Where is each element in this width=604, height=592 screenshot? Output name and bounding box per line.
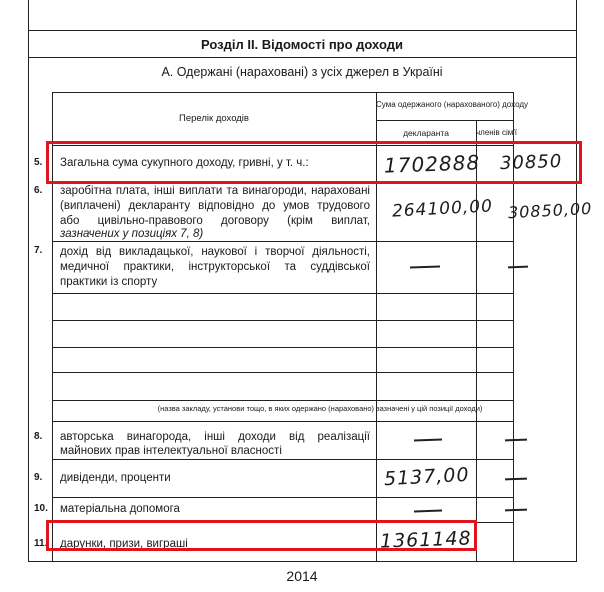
declarant-dash bbox=[410, 265, 440, 268]
family-dash bbox=[508, 266, 528, 269]
row-number: 7. bbox=[34, 245, 43, 256]
row-number: 8. bbox=[34, 431, 43, 442]
blank-line-3 bbox=[52, 372, 514, 373]
row-number: 9. bbox=[34, 472, 43, 483]
declarant-value: 5137,00 bbox=[383, 463, 471, 491]
table-top bbox=[52, 92, 514, 93]
note-bottom bbox=[52, 421, 514, 422]
highlight-total-income bbox=[46, 141, 582, 184]
row-number: 6. bbox=[34, 185, 43, 196]
row-label-line: зазначених у позиціях 7, 8) bbox=[60, 228, 204, 240]
row-label: Загальна сума сукупного доходу, гривні, у т. ч.: bbox=[60, 157, 309, 169]
row-label-line: або цивільно-правового договору (крім виплат, bbox=[60, 215, 370, 227]
year-caption: 2014 bbox=[286, 568, 318, 584]
sum-header: Сума одержаного (нарахованого) доходу bbox=[376, 100, 529, 109]
blank-line-4 bbox=[52, 400, 514, 401]
header-split bbox=[376, 120, 514, 121]
row7-bottom bbox=[52, 293, 514, 294]
col-declarant-right bbox=[476, 120, 477, 562]
declarant-value: 1702888 bbox=[383, 150, 481, 178]
row-label-line: медичної практики, інструкторської та суддівської bbox=[60, 261, 370, 273]
row9-bottom bbox=[52, 497, 514, 498]
frame-top bbox=[28, 30, 577, 31]
row-label-line: авторська винагорода, інші доходи від реалізації bbox=[60, 431, 370, 443]
section-title: Розділ II. Відомості про доходи bbox=[201, 37, 403, 52]
frame-right bbox=[576, 0, 577, 562]
declarant-header: декларанта bbox=[403, 128, 449, 138]
row-label: матеріальна допомога bbox=[60, 503, 180, 515]
section-subtitle: А. Одержані (нараховані) з усіх джерел в Україні bbox=[161, 65, 443, 79]
frame-bottom bbox=[28, 561, 577, 562]
blank-line-2 bbox=[52, 347, 514, 348]
family-header: членів сім'ї bbox=[476, 128, 517, 137]
frame-left bbox=[28, 0, 29, 562]
declarant-dash bbox=[414, 510, 442, 513]
row-number: 10. bbox=[34, 503, 48, 514]
row-label-line: практики із спорту bbox=[60, 276, 158, 288]
row-number: 5. bbox=[34, 157, 43, 168]
declarant-value: 1361148 bbox=[379, 527, 472, 553]
row-label: дарунки, призи, виграші bbox=[60, 538, 188, 550]
blank-line-1 bbox=[52, 320, 514, 321]
row-label: дивіденди, проценти bbox=[60, 472, 171, 484]
row-label-line: майнових прав інтелектуальної власності bbox=[60, 445, 282, 457]
family-dash bbox=[505, 509, 527, 512]
row-label-line: заробітна плата, інші виплати та винагороди, нараховані bbox=[60, 185, 370, 197]
family-value: 30850 bbox=[499, 150, 563, 175]
family-dash bbox=[505, 478, 527, 481]
highlight-gifts-prizes bbox=[46, 520, 477, 551]
row-number: 11. bbox=[34, 538, 48, 549]
family-value: 30850,00 bbox=[507, 198, 593, 223]
list-header: Перелік доходів bbox=[179, 113, 249, 124]
declarant-value: 264100,00 bbox=[391, 196, 494, 222]
title-underline bbox=[28, 57, 577, 58]
row8-bottom bbox=[52, 459, 514, 460]
family-dash bbox=[505, 439, 527, 442]
institution-note: (назва закладу, установи тощо, в яких одержано (нараховано) зазначені у цій позиції доходи) bbox=[157, 404, 483, 413]
declarant-dash bbox=[414, 439, 442, 442]
row-label-line: дохід від викладацької, наукової і творчої діяльності, bbox=[60, 246, 370, 258]
row-label-line: (виплачені) декларанту відповідно до умов трудового bbox=[60, 200, 370, 212]
